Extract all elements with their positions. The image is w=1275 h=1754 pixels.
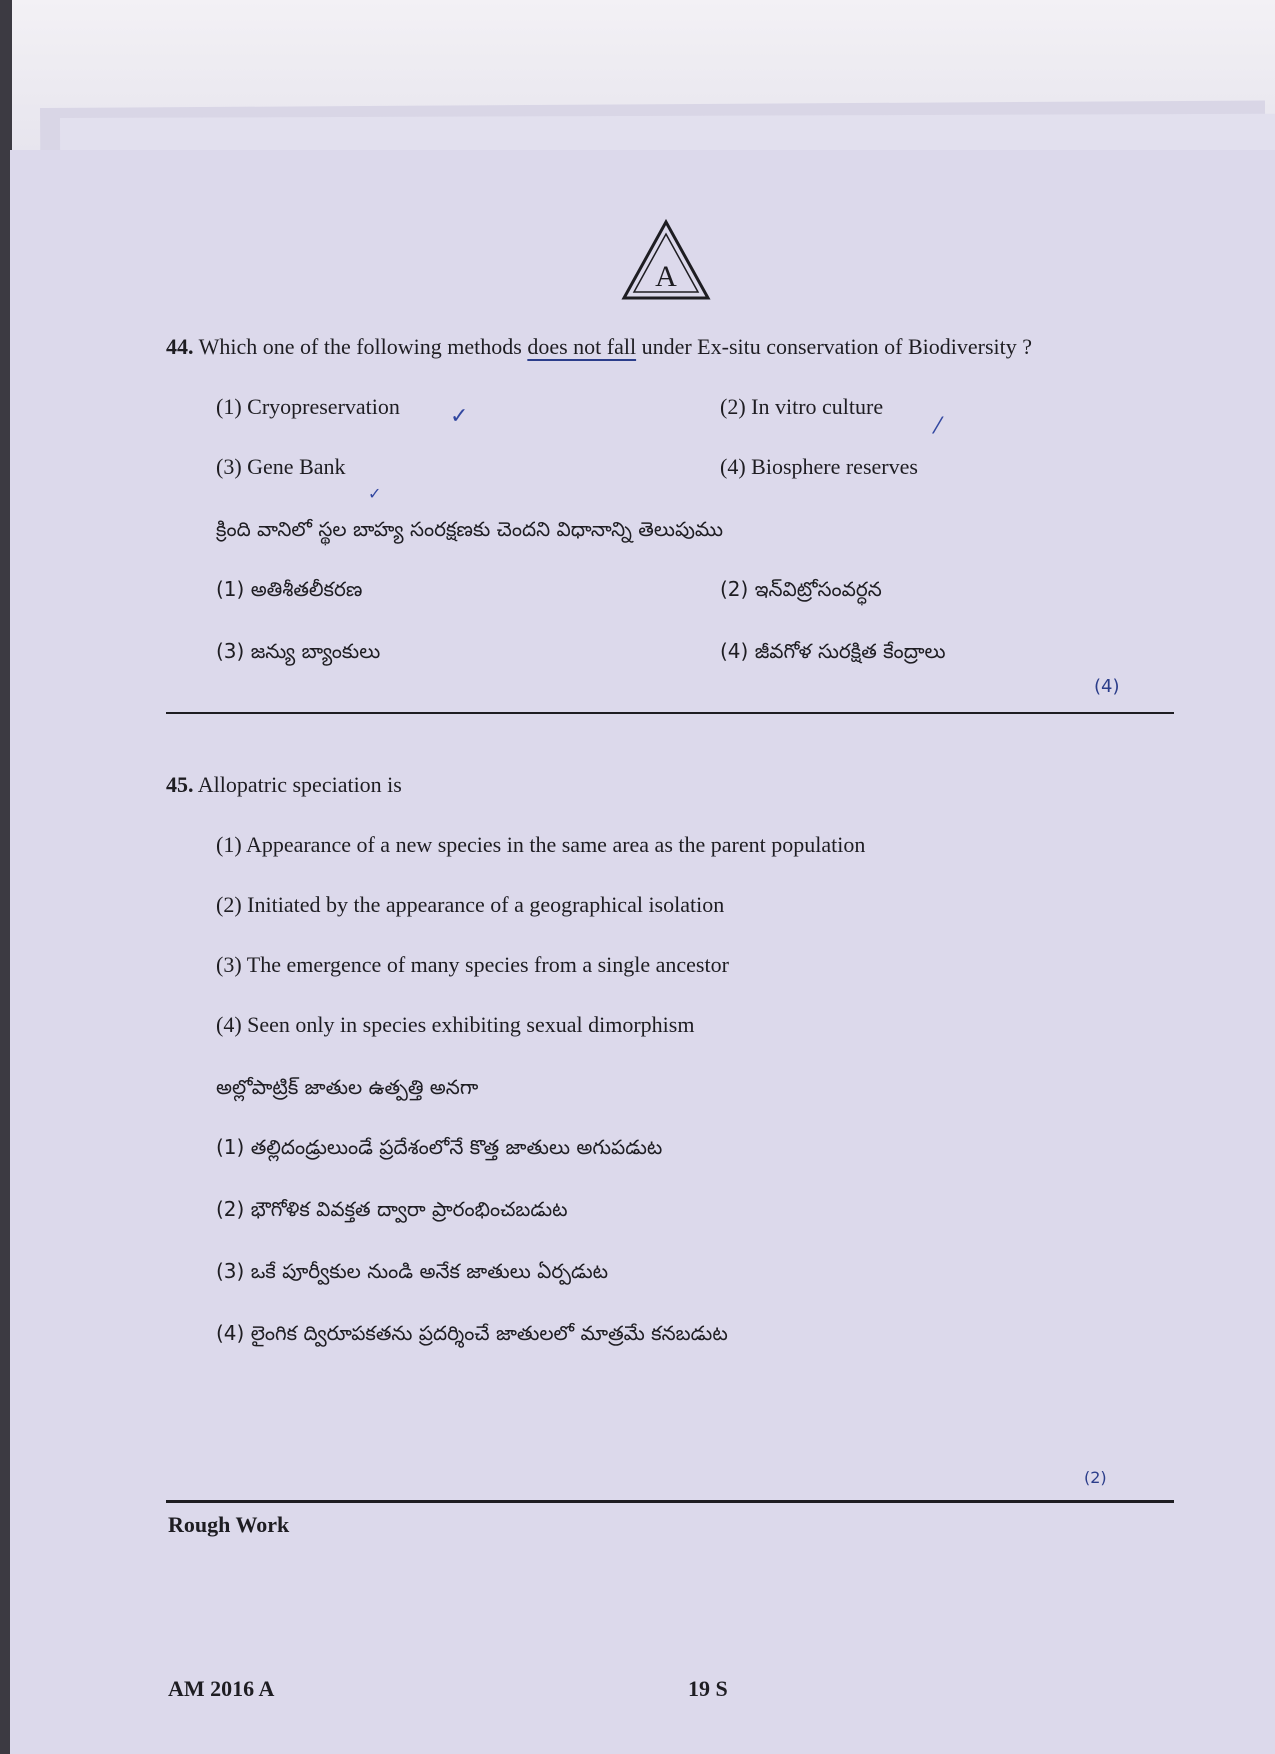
underlined-phrase: does not fall xyxy=(527,334,637,359)
q45-telugu-option-3[interactable]: (3) ఒకే పూర్వీకుల నుండి అనేక జాతులు ఏర్పడుట xyxy=(216,1259,609,1283)
q45-option-3[interactable]: (3) The emergence of many species from a single ancestor xyxy=(216,952,729,977)
q45-telugu-option-4[interactable]: (4) లైంగిక ద్విరూపకతను ప్రదర్శించే జాతులలో మాత్రమే కనబడుట xyxy=(216,1321,728,1345)
q45-telugu-option-1[interactable]: (1) తల్లిదండ్రులుండే ప్రదేశంలోనే కొత్త జాతులు అగుపడుట xyxy=(216,1135,663,1159)
q44-telugu-option-1[interactable]: (1) అతిశీతలీకరణ xyxy=(216,577,363,601)
q44-telugu-question: క్రింది వానిలో స్థల బాహ్య సంరక్షణకు చెందని విధానాన్ని తెలుపుము xyxy=(216,517,724,541)
divider xyxy=(166,712,1174,714)
q44-option-4[interactable]: (4) Biosphere reserves xyxy=(720,454,918,479)
check-mark-icon: ⁄ xyxy=(936,414,940,439)
q44-telugu-option-2[interactable]: (2) ఇన్‌విట్రోసంవర్ధన xyxy=(720,577,882,601)
question-text: Which one of the following methods does not fall under Ex-situ conservation of Biodiversity ? xyxy=(198,334,1033,359)
page-number: 19 S xyxy=(688,1676,728,1701)
q45-option-1[interactable]: (1) Appearance of a new species in the same area as the parent population xyxy=(216,832,866,857)
question-44 xyxy=(166,334,1032,360)
q45-option-2[interactable]: (2) Initiated by the appearance of a geographical isolation xyxy=(216,892,725,917)
q45-telugu-question: అల్లోపాట్రిక్ జాతుల ఉత్పత్తి అనగా xyxy=(216,1075,479,1099)
q44-option-2[interactable]: (2) In vitro culture xyxy=(720,394,884,419)
paper-code: AM 2016 A xyxy=(168,1676,275,1701)
handwritten-answer-45: (2) xyxy=(1084,1468,1107,1487)
rough-work-divider xyxy=(166,1500,1174,1503)
q45-telugu-option-2[interactable]: (2) భౌగోళిక వివక్తత ద్వారా ప్రారంభించబడుట xyxy=(216,1197,568,1221)
question-text: Allopatric speciation is xyxy=(197,772,402,797)
question-45 xyxy=(166,772,402,798)
q44-option-3[interactable]: (3) Gene Bank xyxy=(216,454,346,479)
rough-work-label: Rough Work xyxy=(168,1512,290,1537)
q44-telugu-option-4[interactable]: (4) జీవగోళ సురక్షిత కేంద్రాలు xyxy=(720,639,946,663)
question-number: 44. xyxy=(166,334,194,359)
q44-option-1[interactable]: (1) Cryopreservation xyxy=(216,394,400,419)
check-mark-icon: ✓ xyxy=(368,484,382,503)
q44-telugu-option-3[interactable]: (3) జన్యు బ్యాంకులు xyxy=(216,639,381,663)
question-number: 45. xyxy=(166,772,194,797)
q45-option-4[interactable]: (4) Seen only in species exhibiting sexual dimorphism xyxy=(216,1012,695,1037)
set-letter: A xyxy=(655,260,677,293)
check-mark-icon: ✓ xyxy=(450,404,469,429)
set-a-logo-icon xyxy=(620,218,712,302)
handwritten-answer-44: (4) xyxy=(1094,676,1120,697)
